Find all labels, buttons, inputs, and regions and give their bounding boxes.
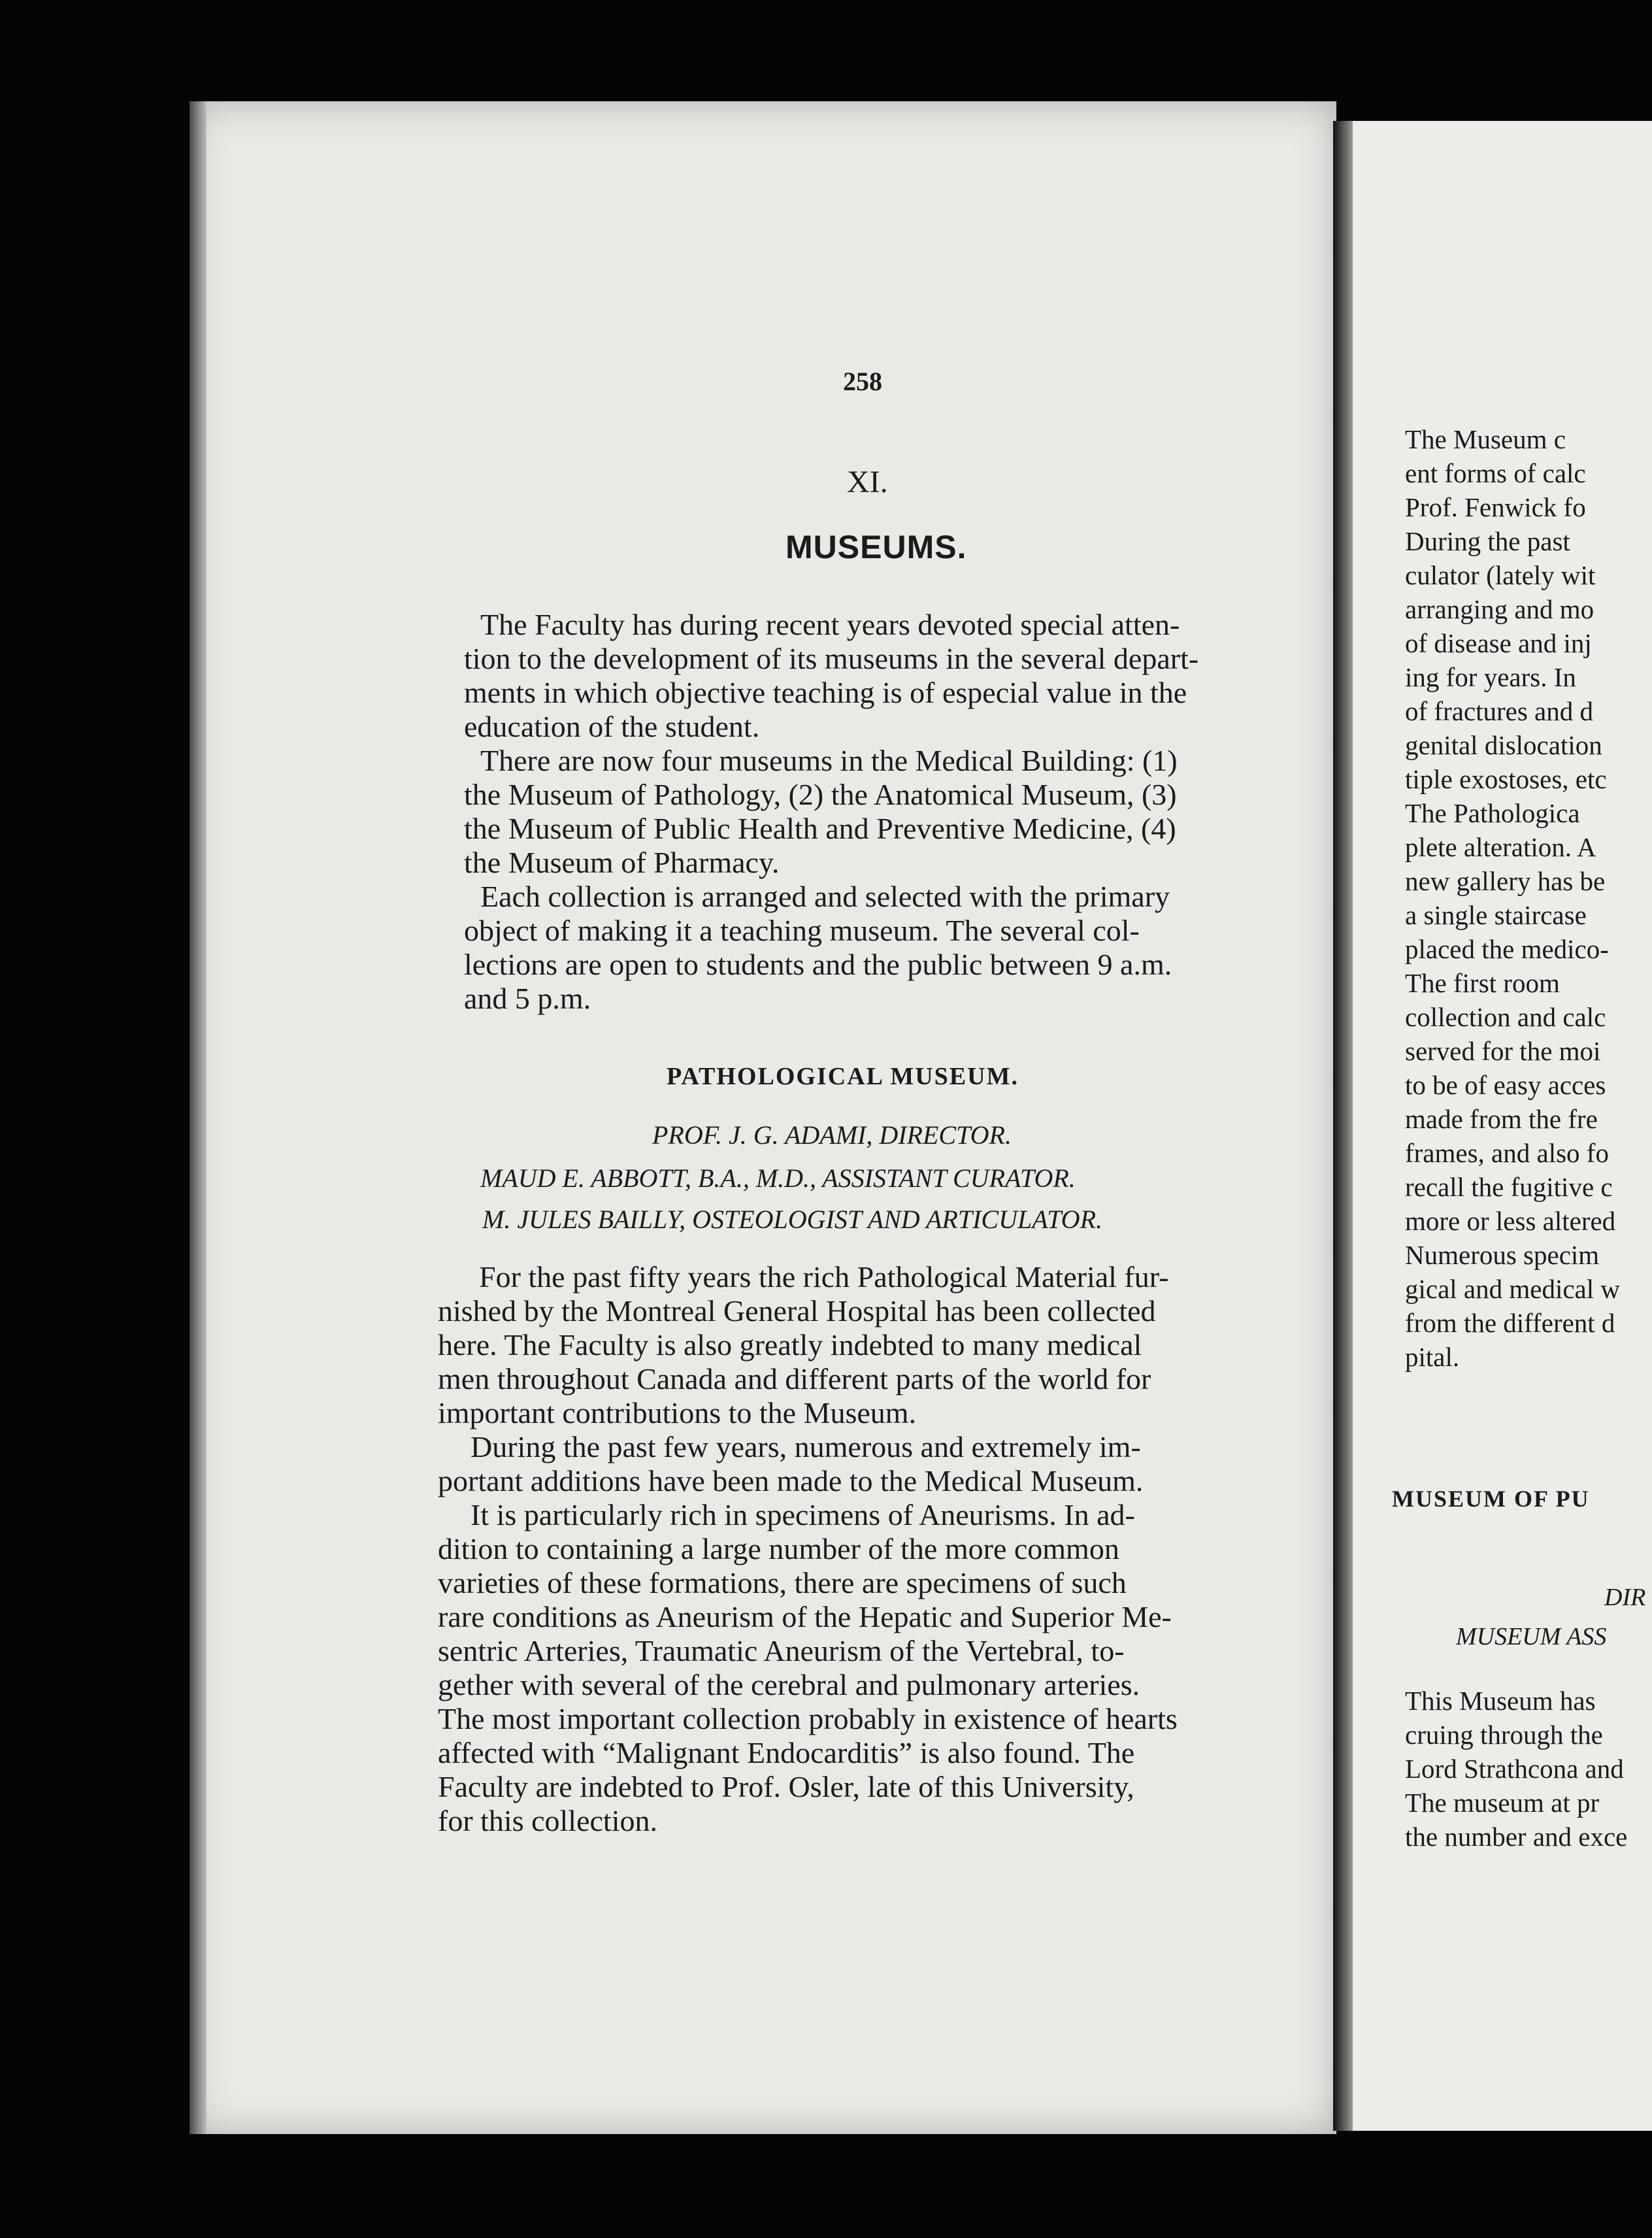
left-page: [190, 101, 1336, 2134]
body-line: for this collection.: [438, 1804, 657, 1837]
staff-line: MAUD E. ABBOTT, B.A., M.D., ASSISTANT CURATOR.: [480, 1163, 1076, 1193]
right-staff-line: DIR: [1604, 1584, 1646, 1611]
right-staff-line: MUSEUM ASS: [1456, 1623, 1607, 1650]
right-section-heading: MUSEUM OF PU: [1392, 1486, 1590, 1512]
right-line: from the different d: [1405, 1308, 1615, 1338]
intro-line: object of making it a teaching museum. The several col-: [464, 914, 1140, 947]
right-line: recall the fugitive c: [1405, 1172, 1613, 1202]
right-line: frames, and also fo: [1405, 1138, 1609, 1168]
right-line: of fractures and d: [1405, 696, 1594, 726]
right-line: culator (lately wit: [1405, 560, 1596, 590]
chapter-number: XI.: [847, 465, 888, 499]
body-line: here. The Faculty is also greatly indebted to many medical: [438, 1328, 1142, 1361]
intro-line: Each collection is arranged and selected with the primary: [480, 880, 1170, 913]
body-line: dition to containing a large number of the more common: [438, 1532, 1119, 1565]
right-line: plete alteration. A: [1405, 832, 1596, 862]
right-line: to be of easy acces: [1405, 1070, 1606, 1100]
right-line: arranging and mo: [1405, 594, 1594, 624]
body-line: men throughout Canada and different parts of the world for: [438, 1362, 1151, 1395]
right-line: Prof. Fenwick fo: [1405, 492, 1586, 522]
right-line: During the past: [1405, 526, 1570, 556]
body-line: sentric Arteries, Traumatic Aneurism of the Vertebral, to-: [438, 1634, 1125, 1667]
right-line: genital dislocation: [1405, 730, 1602, 760]
right-line: ent forms of calc: [1405, 458, 1586, 488]
right-line: served for the moi: [1405, 1036, 1601, 1066]
staff-line: PROF. J. G. ADAMI, DIRECTOR.: [652, 1120, 1012, 1150]
intro-line: There are now four museums in the Medical Building: (1): [480, 744, 1178, 777]
right-line: collection and calc: [1405, 1002, 1606, 1032]
body-line: Faculty are indebted to Prof. Osler, late of this University,: [438, 1770, 1134, 1803]
intro-line: education of the student.: [464, 710, 760, 743]
intro-line: lections are open to students and the public between 9 a.m.: [464, 948, 1172, 981]
right-line: the number and exce: [1405, 1822, 1628, 1852]
body-line: During the past few years, numerous and extremely im-: [471, 1430, 1141, 1463]
right-line: more or less altered: [1405, 1206, 1616, 1236]
right-line: The Museum c: [1405, 424, 1566, 454]
page-binding-edge: [1333, 121, 1353, 2131]
staff-line: M. JULES BAILLY, OSTEOLOGIST AND ARTICULATOR.: [482, 1205, 1103, 1234]
page-number: 258: [843, 367, 882, 396]
section-heading: PATHOLOGICAL MUSEUM.: [667, 1063, 1019, 1090]
intro-line: the Museum of Pharmacy.: [464, 846, 780, 879]
right-line: The Pathologica: [1405, 798, 1580, 828]
right-line: tiple exostoses, etc: [1405, 764, 1607, 794]
right-line: made from the fre: [1405, 1104, 1598, 1134]
page-title: MUSEUMS.: [785, 529, 967, 565]
body-line: portant additions have been made to the Medical Museum.: [438, 1464, 1144, 1497]
intro-line: The Faculty has during recent years devoted special atten-: [480, 608, 1180, 641]
right-line: of disease and inj: [1405, 628, 1592, 658]
intro-line: the Museum of Pathology, (2) the Anatomical Museum, (3): [464, 778, 1177, 811]
body-line: varieties of these formations, there are specimens of such: [438, 1566, 1127, 1599]
body-line: important contributions to the Museum.: [438, 1396, 917, 1429]
right-line: Lord Strathcona and: [1405, 1754, 1624, 1784]
right-line: The museum at pr: [1405, 1788, 1600, 1818]
body-line: The most important collection probably in existence of hearts: [438, 1702, 1178, 1735]
right-line: The first room: [1405, 968, 1560, 998]
body-line: gether with several of the cerebral and pulmonary arteries.: [438, 1668, 1140, 1701]
right-line: gical and medical w: [1405, 1274, 1621, 1304]
right-line: ing for years. In: [1405, 662, 1576, 692]
right-line: pital.: [1405, 1342, 1460, 1372]
right-line: a single staircase: [1405, 900, 1587, 930]
right-line: new gallery has be: [1405, 866, 1606, 896]
intro-line: the Museum of Public Health and Preventive Medicine, (4): [464, 812, 1176, 845]
right-line: This Museum has: [1405, 1686, 1596, 1716]
right-line: placed the medico-: [1405, 934, 1609, 964]
body-line: nished by the Montreal General Hospital has been collected: [438, 1294, 1156, 1328]
body-line: rare conditions as Aneurism of the Hepatic and Superior Me-: [438, 1600, 1172, 1633]
body-line: For the past fifty years the rich Pathological Material fur-: [479, 1260, 1169, 1294]
intro-line: ments in which objective teaching is of especial value in the: [464, 676, 1187, 709]
intro-line: tion to the development of its museums in the several depart-: [464, 642, 1199, 675]
right-line: Numerous specim: [1405, 1240, 1600, 1270]
intro-line: and 5 p.m.: [464, 982, 591, 1015]
right-line: cruing through the: [1405, 1720, 1603, 1750]
body-line: It is particularly rich in specimens of Aneurisms. In ad-: [471, 1498, 1135, 1531]
body-line: affected with “Malignant Endocarditis” is also found. The: [438, 1736, 1135, 1769]
page-binding-edge: [190, 101, 206, 2134]
